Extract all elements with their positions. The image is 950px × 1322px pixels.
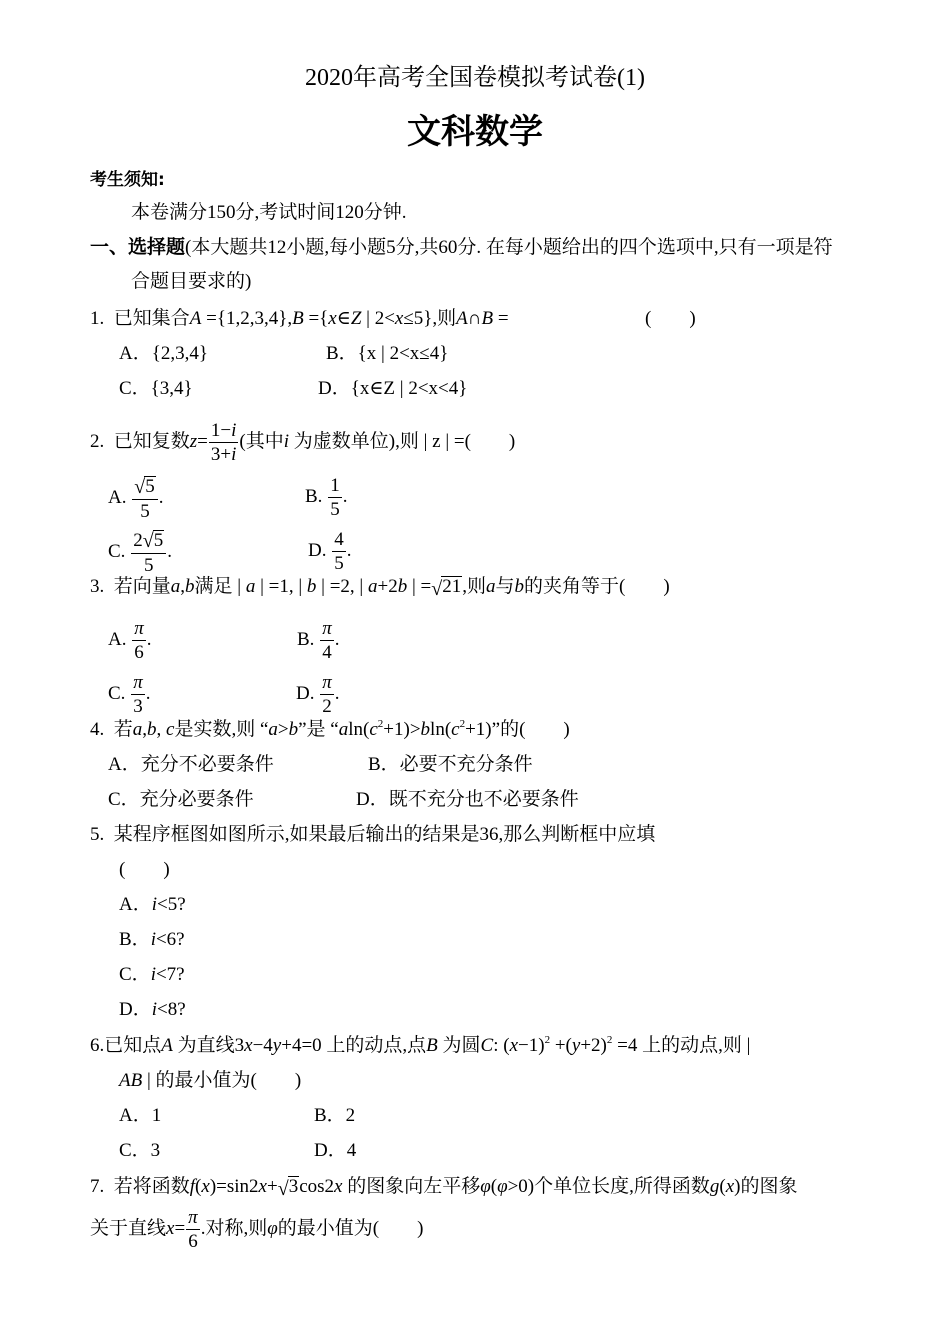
q5-option-b: B．i<6? <box>119 929 185 950</box>
section-desc: (本大题共12小题,每小题5分,共60分. 在每小题给出的四个选项中,只有一项是符 <box>185 237 833 258</box>
q5-option-d: D．i<8? <box>119 999 186 1020</box>
q3-option-d: D. $\frac{\pi}{2}$ . <box>296 672 340 717</box>
q4-option-b: B．必要不充分条件 <box>368 754 533 775</box>
notice-heading: 考生须知: <box>90 170 165 190</box>
q6-option-d: D．4 <box>314 1140 357 1161</box>
section-desc-cont: 合题目要求的) <box>131 271 252 292</box>
question-number: 1. <box>90 308 105 329</box>
question-5: 5. 某程序框图如图所示,如果最后输出的结果是36,那么判断框中应填 <box>90 824 656 845</box>
q2-option-c: C. 2 √ 5 5 . <box>108 529 172 576</box>
q4-option-d: D．既不充分也不必要条件 <box>356 789 579 810</box>
q5-option-a: A．i<5? <box>119 894 186 915</box>
section-heading <box>90 235 833 260</box>
answer-blank: ( ) <box>119 859 170 880</box>
exam-title: 文科数学 <box>407 112 543 152</box>
question-6-cont: AB | 的最小值为( ) <box>119 1070 302 1091</box>
q5-option-c: C．i<7? <box>119 964 185 985</box>
q2-option-b: B. $\frac{1}{5}$ . <box>305 475 348 520</box>
q2-option-d: D. $\frac{4}{5}$ . <box>308 529 352 574</box>
q1-option-c: C．{3,4} <box>119 378 193 399</box>
q6-option-b: B．2 <box>314 1105 356 1126</box>
question-3: 3. 若向量a,b满足 | a | =1, | b | =2, | a+2b | = √ 21,则a与b的夹角等于( ) <box>90 576 670 601</box>
question-1: 1. 已知集合A ={1,2,3,4},B ={x∈Z | 2<x≤5},则A∩B = <box>90 308 509 329</box>
question-6: 6.已知点A 为直线3x−4y+4=0 上的动点,点B 为圆C: $(x-1)^2 +(y+2)^2 =4$ 上的动点,则 | <box>90 1034 751 1056</box>
exam-subtitle: 2020年高考全国卷模拟考试卷(1) <box>305 65 645 91</box>
section-label: 一、选择题 <box>90 236 186 258</box>
q6-option-c: C．3 <box>119 1140 161 1161</box>
q1-option-a: A．{2,3,4} <box>119 343 208 364</box>
q3-option-c: C. $\frac{\pi}{3}$ . <box>108 672 151 717</box>
question-4: 4. 若a,b, c是实数,则 “a>b”是 “$aln(c^2+1)>bln(c^2+1)$”的( ) <box>90 718 570 740</box>
question-7: 7. 若将函数f(x)=sin2x+ √ 3cos2x 的图象向左平移φ(φ>0)个单位长度,所得函数g(x)的图象 <box>90 1176 798 1201</box>
q3-option-b: B. $\frac{\pi}{4}$ . <box>297 618 340 663</box>
q4-option-a: A．充分不必要条件 <box>108 754 274 775</box>
notice-body: 本卷满分150分,考试时间120分钟. <box>131 202 407 223</box>
answer-blank: ( ) <box>645 308 696 329</box>
q1-option-b: B．{x | 2<x≤4} <box>326 343 449 364</box>
q2-option-a: A. √ 5 5 . <box>108 475 164 522</box>
q1-option-d: D．{x∈Z | 2<x<4} <box>318 378 468 399</box>
question-2: 2. 已知复数z= $\frac{1-i}{3+i}$ (其中i 为虚数单位),则 | z | =( ) <box>90 420 516 465</box>
q3-option-a: A. $\frac{\pi}{6}$ . <box>108 618 152 663</box>
q6-option-a: A．1 <box>119 1105 162 1126</box>
q4-option-c: C．充分必要条件 <box>108 789 254 810</box>
fraction: $\frac{1-i}{3+i}$ <box>210 420 237 465</box>
question-7-cont: 关于直线x= $\frac{\pi}{6}$ .对称,则φ的最小值为( ) <box>90 1207 424 1252</box>
